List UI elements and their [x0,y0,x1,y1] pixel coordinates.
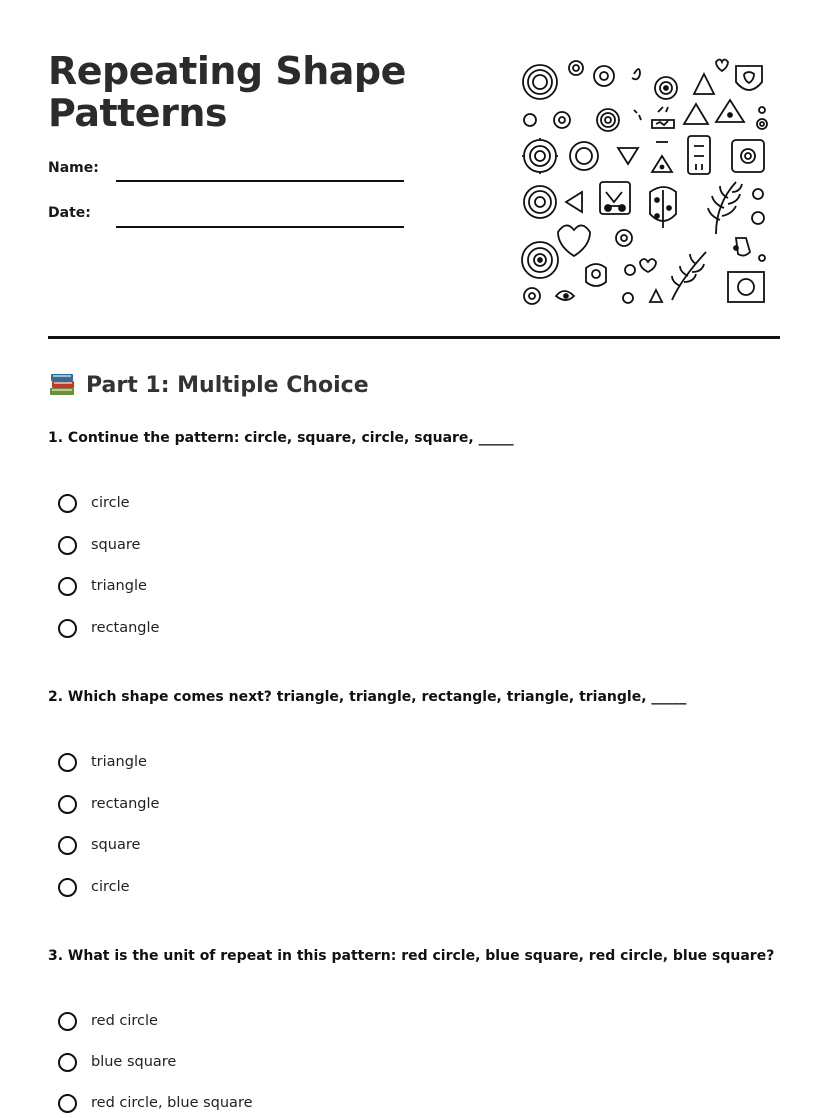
q2-option-3[interactable] [58,833,140,857]
date-label: Date: [48,205,91,221]
part1-heading [48,372,369,398]
radio-button[interactable] [58,577,77,596]
date-field[interactable] [116,226,404,228]
question-3: 3. What is the unit of repeat in this pattern: red circle, blue square, red circle, blue square? [48,948,775,964]
part1-title: Part 1: Multiple Choice [86,372,369,398]
option-label: rectangle [91,620,160,636]
worksheet-title: Repeating Shape Patterns [48,49,406,135]
question-2: 2. Which shape comes next? triangle, triangle, rectangle, triangle, triangle, _____ [48,689,687,705]
question-1: 1. Continue the pattern: circle, square, circle, square, _____ [48,430,514,446]
q1-option-3[interactable] [58,574,147,598]
radio-button[interactable] [58,1012,77,1031]
radio-button[interactable] [58,753,77,772]
option-label: circle [91,879,130,895]
option-label: blue square [91,1054,177,1070]
q2-option-1[interactable] [58,750,147,774]
name-field[interactable] [116,180,404,182]
option-label: triangle [91,578,147,594]
radio-button[interactable] [58,1094,77,1113]
q3-option-3[interactable] [58,1091,253,1115]
radio-button[interactable] [58,494,77,513]
radio-button[interactable] [58,1053,77,1072]
q1-option-1[interactable] [58,491,130,515]
q3-option-1[interactable] [58,1009,158,1033]
q2-option-4[interactable] [58,875,130,899]
radio-button[interactable] [58,619,77,638]
option-label: red circle, blue square [91,1095,253,1111]
option-label: square [91,837,141,853]
doodle-shapes-icon [516,52,776,314]
option-label: triangle [91,754,147,770]
books-icon [48,372,76,398]
radio-button[interactable] [58,795,77,814]
radio-button[interactable] [58,836,77,855]
name-label: Name: [48,160,99,176]
q3-option-2[interactable] [58,1050,176,1074]
q2-option-2[interactable] [58,792,159,816]
q1-option-2[interactable] [58,533,140,557]
option-label: rectangle [91,796,160,812]
radio-button[interactable] [58,536,77,555]
radio-button[interactable] [58,878,77,897]
option-label: red circle [91,1013,158,1029]
q1-option-4[interactable] [58,616,159,640]
option-label: square [91,537,141,553]
header-divider [48,336,780,339]
option-label: circle [91,495,130,511]
